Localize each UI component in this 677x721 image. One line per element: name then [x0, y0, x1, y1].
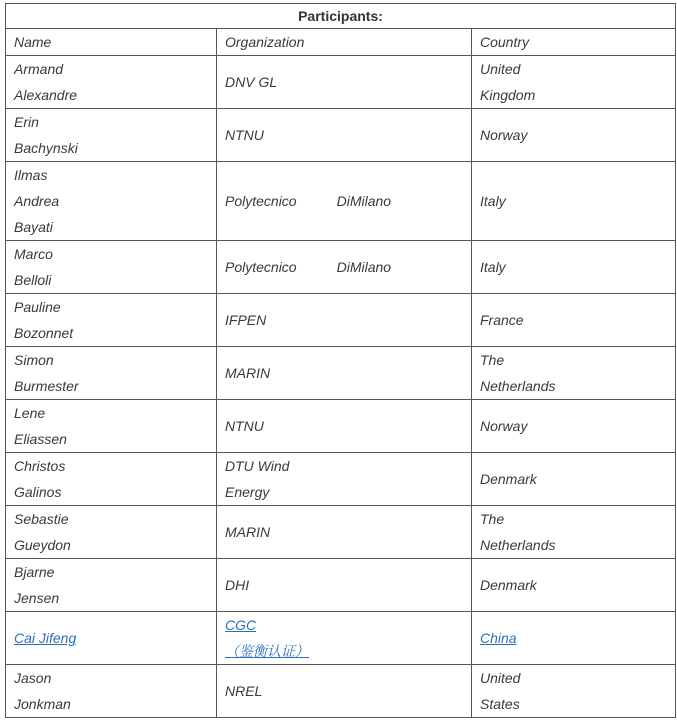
- name-link[interactable]: Cai Jifeng: [14, 630, 77, 646]
- country-cell: [472, 347, 676, 400]
- name-cell: [6, 56, 217, 109]
- table-row: [6, 453, 676, 506]
- country-cell: [472, 162, 676, 241]
- country-line: France: [480, 312, 524, 328]
- name-cell: [6, 453, 217, 506]
- org-cell: [217, 453, 472, 506]
- name-cell: [6, 612, 217, 665]
- name-line: Galinos: [14, 484, 62, 500]
- org-cell: [217, 241, 472, 294]
- participants-table: [5, 3, 676, 718]
- country-cell: [472, 559, 676, 612]
- name-line: Belloli: [14, 272, 52, 288]
- name-line: Pauline: [14, 299, 61, 315]
- country-line: Netherlands: [480, 537, 556, 553]
- org-line: MARIN: [225, 524, 271, 540]
- org-line: NTNU: [225, 127, 264, 143]
- org-part: Polytecnico: [225, 259, 297, 275]
- table-row: [6, 109, 676, 162]
- org-cell: [217, 506, 472, 559]
- header-name: Name: [6, 29, 217, 56]
- country-cell: [472, 506, 676, 559]
- name-line: Marco: [14, 246, 53, 262]
- country-line: Italy: [480, 259, 506, 275]
- country-line: Denmark: [480, 471, 537, 487]
- name-cell: [6, 162, 217, 241]
- org-cell: [217, 400, 472, 453]
- country-cell: [472, 665, 676, 718]
- table-title: Participants:: [6, 4, 676, 29]
- name-cell: [6, 347, 217, 400]
- org-line: [225, 188, 463, 214]
- name-line: Jonkman: [14, 696, 71, 712]
- country-cell: [472, 294, 676, 347]
- name-cell: [6, 241, 217, 294]
- name-cell: [6, 506, 217, 559]
- name-cell: [6, 400, 217, 453]
- name-line: Christos: [14, 458, 66, 474]
- table-row: [6, 559, 676, 612]
- table-row: [6, 56, 676, 109]
- org-cell: [217, 559, 472, 612]
- name-line: Eliassen: [14, 431, 67, 447]
- header-organization: Organization: [217, 29, 472, 56]
- country-link[interactable]: China: [480, 630, 517, 646]
- name-line: Jason: [14, 670, 52, 686]
- table-row: [6, 347, 676, 400]
- header-row: [6, 29, 676, 56]
- org-line: [225, 254, 463, 280]
- country-line: The: [480, 352, 505, 368]
- name-cell: [6, 294, 217, 347]
- country-line: Kingdom: [480, 87, 536, 103]
- org-line: DHI: [225, 577, 250, 593]
- country-line: United: [480, 61, 521, 77]
- org-line: IFPEN: [225, 312, 267, 328]
- country-line: United: [480, 670, 521, 686]
- name-cell: [6, 665, 217, 718]
- name-line: Erin: [14, 114, 39, 130]
- name-line: Sebastie: [14, 511, 69, 527]
- name-line: Andrea: [14, 193, 60, 209]
- country-cell: [472, 400, 676, 453]
- org-cell: [217, 612, 472, 665]
- org-cell: [217, 665, 472, 718]
- country-line: Norway: [480, 127, 528, 143]
- country-cell: [472, 453, 676, 506]
- country-line: Italy: [480, 193, 506, 209]
- country-cell: [472, 56, 676, 109]
- org-link[interactable]: CGC: [225, 617, 257, 633]
- country-line: Norway: [480, 418, 528, 434]
- org-line: NREL: [225, 683, 263, 699]
- org-part: DiMilano: [336, 193, 392, 209]
- country-line: The: [480, 511, 505, 527]
- country-line: Denmark: [480, 577, 537, 593]
- country-cell: [472, 241, 676, 294]
- org-line: NTNU: [225, 418, 264, 434]
- name-line: Ilmas: [14, 167, 48, 183]
- table-row: [6, 241, 676, 294]
- name-cell: [6, 559, 217, 612]
- name-line: Jensen: [14, 590, 60, 606]
- name-line: Simon: [14, 352, 54, 368]
- title-row: [6, 4, 676, 29]
- header-country: Country: [472, 29, 676, 56]
- table-row: [6, 612, 676, 665]
- name-line: Bjarne: [14, 564, 55, 580]
- table-row: [6, 665, 676, 718]
- table-row: [6, 294, 676, 347]
- table-row: [6, 400, 676, 453]
- country-line: States: [480, 696, 520, 712]
- org-part: Polytecnico: [225, 193, 297, 209]
- org-cell: [217, 109, 472, 162]
- name-line: Gueydon: [14, 537, 71, 553]
- country-line: Netherlands: [480, 378, 556, 394]
- org-link-chinese[interactable]: （鉴衡认证）: [225, 643, 309, 659]
- org-line: Energy: [225, 484, 270, 500]
- org-line: MARIN: [225, 365, 271, 381]
- org-cell: [217, 56, 472, 109]
- org-part: DiMilano: [336, 259, 392, 275]
- name-line: Bachynski: [14, 140, 78, 156]
- table-row: [6, 506, 676, 559]
- country-cell: [472, 109, 676, 162]
- org-cell: [217, 162, 472, 241]
- country-cell: [472, 612, 676, 665]
- name-line: Lene: [14, 405, 46, 421]
- org-line: DTU Wind: [225, 458, 290, 474]
- org-line: DNV GL: [225, 74, 278, 90]
- name-line: Alexandre: [14, 87, 78, 103]
- table-row: [6, 162, 676, 241]
- name-line: Burmester: [14, 378, 79, 394]
- org-cell: [217, 294, 472, 347]
- org-cell: [217, 347, 472, 400]
- name-line: Armand: [14, 61, 64, 77]
- name-cell: [6, 109, 217, 162]
- name-line: Bozonnet: [14, 325, 74, 341]
- name-line: Bayati: [14, 219, 53, 235]
